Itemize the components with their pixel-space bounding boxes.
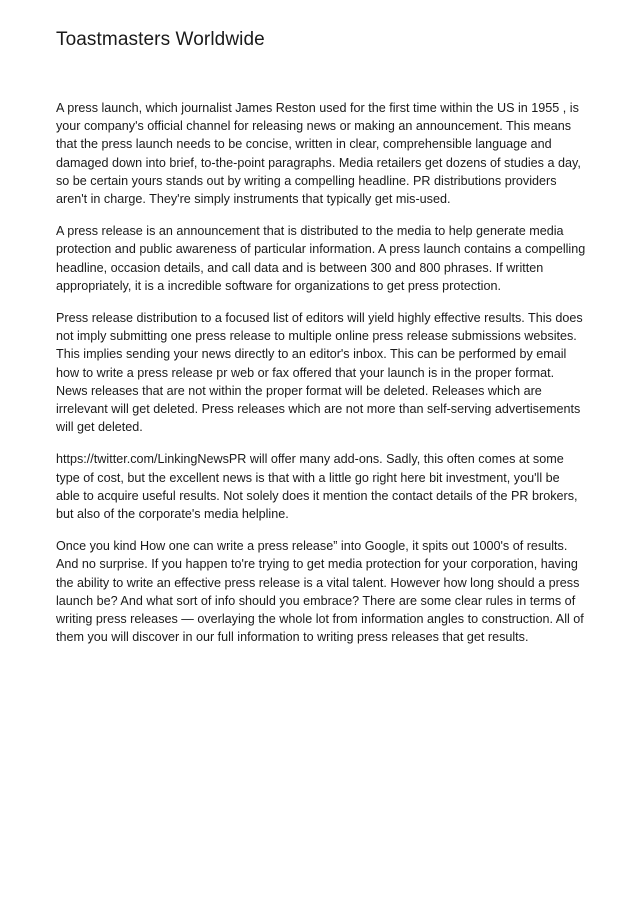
paragraph-2: A press release is an announcement that is distributed to the media to help generate media protection and public awareness of particular information. A press launch contains a compelling headline, occasion details, and call data and is between 300 and 800 phrases. If written appropriately, it is a incredible software for organizations to get press protection. — [56, 224, 586, 293]
paragraph-3: Press release distribution to a focused list of editors will yield highly effective results. This does not imply submitting one press release to multiple online press release submissions websites. This implies sending your news directly to an editor's inbox. This can be performed by email how to write a press release pr web or fax offered that your launch is in the proper format. News releases that are not within the proper format will be deleted. Releases which are irrelevant will get deleted. Press releases which are not more than self-serving advertisements will get deleted. — [56, 311, 583, 435]
document-title: Toastmasters Worldwide — [56, 29, 265, 50]
paragraph-4: https://twitter.com/LinkingNewsPR will offer many add-ons. Sadly, this often comes at some type of cost, but the excellent news is that with a little go right here bit investment, you'll be able to acquire useful results. Not solely does it mention the contact details of the PR brokers, but also of the corporate's media helpline. — [56, 452, 578, 522]
document-page — [56, 28, 586, 660]
paragraph-5: Once you kind How one can write a press release” into Google, it spits out 1000's of results. And no surprise. If you happen to're trying to get media protection for your corporation, having the ability to write an effective press release is a vital talent. However how long should a press launch be? And what sort of info should you embrace? There are some clear rules in terms of writing press releases — overlaying the whole lot from information angles to construction. All of them you will discover in our full information to writing press releases that get results. — [56, 539, 584, 645]
paragraph-1: A press launch, which journalist James Reston used for the first time within the US in 1955 , is your company's official channel for releasing news or making an announcement. This means that the press launch needs to be concise, written in clear, comprehensible language and damaged down into brief, to-the-point paragraphs. Media retailers get dozens of studies a day, so be certain yours stands out by writing a compelling headline. PR distributions providers aren't in charge. They're simply instruments that typically get mis-used. — [56, 101, 581, 207]
